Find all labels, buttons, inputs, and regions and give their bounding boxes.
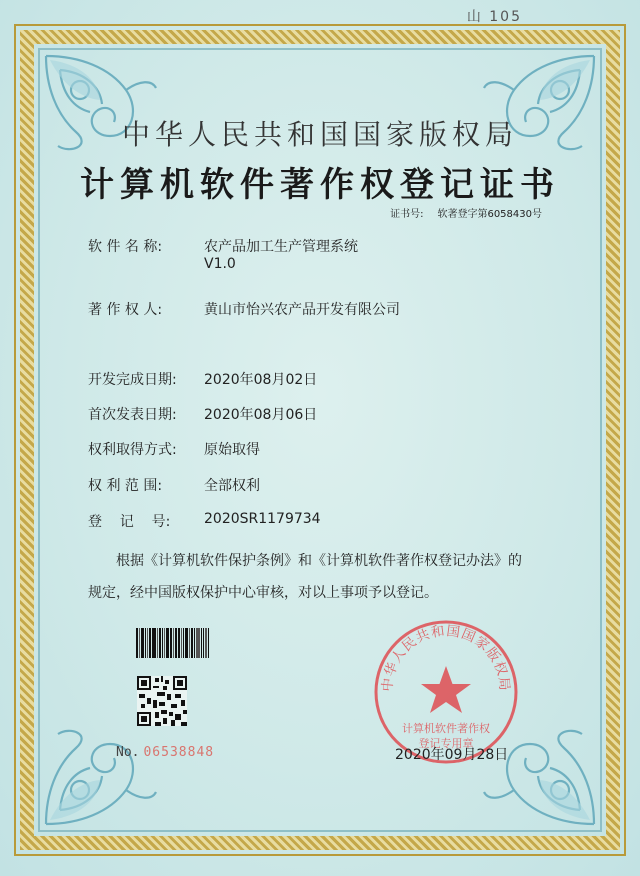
barcode-bar <box>189 628 190 658</box>
barcode-bar <box>136 628 138 658</box>
field-label: 登 记 号: <box>88 514 171 530</box>
barcode-bar <box>196 628 200 658</box>
barcode-bar <box>181 628 182 658</box>
certificate-title: 计算机软件著作权登记证书 <box>80 165 560 205</box>
barcode-bar <box>159 628 161 658</box>
field-rights-scope <box>88 475 260 495</box>
handwritten-note: 山 105 <box>466 9 522 25</box>
barcode-bar <box>205 628 207 658</box>
field-value: 农产品加工生产管理系统 <box>204 239 358 255</box>
field-label: 开发完成日期: <box>88 372 177 388</box>
barcode-bar <box>201 628 202 658</box>
barcode-bar <box>166 628 169 658</box>
certificate-number-value: 软著登字第6058430号 <box>437 209 542 220</box>
field-label: 首次发表日期: <box>88 407 177 423</box>
barcode-bar <box>178 628 180 658</box>
statement-paragraph <box>88 545 578 609</box>
field-label: 软 件 名 称: <box>88 239 163 255</box>
field-label: 著 作 权 人: <box>88 302 163 318</box>
corner-ornament-bottom-left <box>40 720 160 830</box>
seal-inner-text-1: 计算机软件著作权 <box>402 722 490 735</box>
barcode-bar <box>157 628 158 658</box>
seal-inner-text-2: 登记专用章 <box>418 737 474 750</box>
serial-number <box>116 745 214 760</box>
field-value: 2020年08月06日 <box>204 407 318 423</box>
barcode-bar <box>185 628 188 658</box>
field-copyright-owner <box>88 299 400 319</box>
barcode-bar <box>141 628 144 658</box>
field-value: 原始取得 <box>204 442 260 458</box>
barcode-bar <box>194 628 195 658</box>
serial-prefix: No. <box>116 745 140 760</box>
serial-value: 06538848 <box>143 745 215 760</box>
barcode-bar <box>164 628 165 658</box>
field-value: 2020年08月02日 <box>204 372 318 388</box>
field-publish-date <box>88 404 317 424</box>
field-label: 权利取得方式: <box>88 442 177 458</box>
field-software-name <box>88 236 358 272</box>
barcode <box>136 628 210 658</box>
field-value: 2020SR1179734 <box>204 511 321 527</box>
field-acquisition-method <box>88 439 260 459</box>
barcode-bar <box>175 628 177 658</box>
barcode-bar <box>191 628 193 658</box>
field-value: 黄山市怡兴农产品开发有限公司 <box>204 302 400 318</box>
barcode-bar <box>183 628 184 658</box>
field-value: 全部权利 <box>204 478 260 494</box>
barcode-bar <box>173 628 174 658</box>
barcode-bar <box>152 628 156 658</box>
seal-outer-text: 中华人民共和国国家版权局 <box>379 623 513 693</box>
issuer-title: 中华人民共和国国家版权局 <box>121 118 518 151</box>
statement-line-1: 根据《计算机软件保护条例》和《计算机软件著作权登记办法》的 <box>116 553 522 569</box>
barcode-bar <box>147 628 148 658</box>
barcode-bar <box>203 628 204 658</box>
field-version: V1.0 <box>204 256 236 272</box>
certificate-number-label: 证书号: <box>390 209 424 220</box>
field-label: 权 利 范 围: <box>88 478 163 494</box>
field-completion-date <box>88 369 317 389</box>
barcode-bar <box>145 628 146 658</box>
barcode-bar <box>208 628 209 658</box>
statement-line-2: 规定，经中国版权保护中心审核，对以上事项予以登记。 <box>88 585 438 601</box>
barcode-bar <box>170 628 172 658</box>
barcode-bar <box>139 628 140 658</box>
qr-code <box>137 676 187 726</box>
issue-date: 2020年09月28日 <box>395 747 509 763</box>
barcode-bar <box>149 628 151 658</box>
field-registration-number <box>88 511 321 531</box>
barcode-bar <box>162 628 163 658</box>
certificate-number <box>390 205 556 220</box>
